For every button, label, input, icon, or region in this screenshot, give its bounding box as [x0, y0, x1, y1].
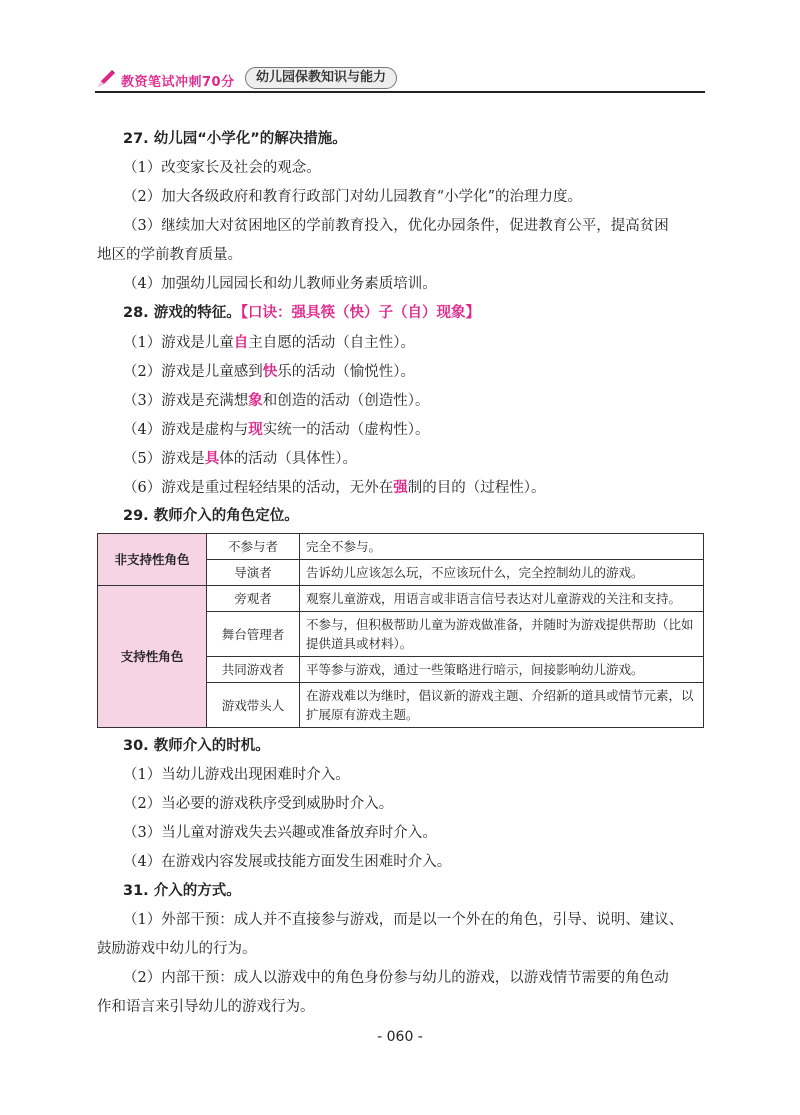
section-heading-28 — [97, 299, 705, 328]
list-item: （1）改变家长及社会的观念。 — [123, 160, 321, 176]
highlight-char: 象 — [248, 392, 263, 409]
category-support: 支持性角色 — [98, 586, 207, 728]
list-item: （4）加强幼儿园园长和幼儿教师业务素质培训。 — [123, 276, 437, 292]
role-description: 不参与，但积极帮助儿童为游戏做准备，并随时为游戏提供帮助（比如提供道具或材料）。 — [300, 612, 704, 657]
brand-title: 教资笔试冲刺70分 — [121, 75, 235, 90]
list-item: （2）当必要的游戏秩序受到威胁时介入。 — [123, 796, 394, 812]
list-item: （4）游戏是虚构与现实统一的活动（虚构性）。 — [123, 421, 430, 438]
list-item: （1）外部干预：成人并不直接参与游戏，而是以一个外在的角色，引导、说明、建议、 — [123, 912, 684, 928]
highlight-char: 具 — [204, 450, 220, 467]
list-item: （2）加大各级政府和教育行政部门对幼儿园教育“小学化”的治理力度。 — [123, 189, 583, 205]
page-number: - 060 - — [377, 1029, 423, 1045]
list-item: （3）继续加大对贫困地区的学前教育投入，优化办园条件，促进教育公平，提高贫困 — [123, 218, 669, 234]
list-item: （3）游戏是充满想象和创造的活动（创造性）。 — [123, 392, 430, 409]
role-name: 不参与者 — [207, 534, 300, 560]
list-item: （2）内部干预：成人以游戏中的角色身份参与幼儿的游戏，以游戏情节需要的角色动 — [123, 970, 669, 986]
section-heading-30: 30. 教师介入的时机。 — [123, 738, 270, 754]
role-description: 完全不参与。 — [300, 534, 704, 560]
heading-text: 28. 游戏的特征。 — [123, 305, 241, 321]
list-item-continuation: 鼓励游戏中幼儿的行为。 — [97, 941, 257, 957]
role-description: 在游戏难以为继时，倡议新的游戏主题、介绍新的道具或情节元素，以扩展原有游戏主题。 — [300, 683, 704, 728]
role-table — [97, 533, 704, 728]
list-item: （2）游戏是儿童感到快乐的活动（愉悦性）。 — [123, 363, 415, 380]
list-item: （4）在游戏内容发展或技能方面发生困难时介入。 — [123, 854, 452, 870]
table-row — [98, 534, 704, 560]
header-divider — [95, 91, 705, 93]
role-name: 共同游戏者 — [207, 657, 300, 683]
highlight-char: 自 — [233, 334, 249, 351]
role-name: 旁观者 — [207, 586, 300, 612]
list-item-continuation: 作和语言来引导幼儿的游戏行为。 — [97, 999, 315, 1015]
section-heading-29: 29. 教师介入的角色定位。 — [123, 508, 299, 524]
section-heading-31: 31. 介入的方式。 — [123, 883, 241, 899]
role-name: 游戏带头人 — [207, 683, 300, 728]
list-item: （3）当儿童对游戏失去兴趣或准备放弃时介入。 — [123, 825, 437, 841]
page-content — [97, 125, 705, 1022]
pencil-icon — [95, 68, 117, 90]
list-item: （5）游戏是具体的活动（具体性）。 — [123, 450, 357, 467]
list-item-continuation: 地区的学前教育质量。 — [97, 247, 242, 263]
list-item: （1）游戏是儿童自主自愿的活动（自主性）。 — [123, 334, 415, 351]
section-heading-27: 27. 幼儿园“小学化”的解决措施。 — [123, 131, 347, 147]
highlight-char: 现 — [248, 421, 263, 438]
list-item: （6）游戏是重过程轻结果的活动，无外在强制的目的（过程性）。 — [123, 479, 546, 496]
mnemonic-note: 【口诀：强具筷（快）子（自）现象】 — [240, 305, 480, 321]
page-header — [95, 66, 705, 92]
list-item: （1）当幼儿游戏出现困难时介入。 — [123, 767, 350, 783]
role-description: 告诉幼儿应该怎么玩，不应该玩什么，完全控制幼儿的游戏。 — [300, 560, 704, 586]
highlight-char: 快 — [262, 363, 278, 380]
category-non-support: 非支持性角色 — [98, 534, 207, 586]
role-name: 舞台管理者 — [207, 612, 300, 657]
role-name: 导演者 — [207, 560, 300, 586]
role-description: 观察儿童游戏，用语言或非语言信号表达对儿童游戏的关注和支持。 — [300, 586, 704, 612]
book-title-badge: 幼儿园保教知识与能力 — [245, 67, 397, 89]
role-description: 平等参与游戏，通过一些策略进行暗示，间接影响幼儿游戏。 — [300, 657, 704, 683]
highlight-char: 强 — [393, 479, 408, 496]
table-row — [98, 586, 704, 612]
